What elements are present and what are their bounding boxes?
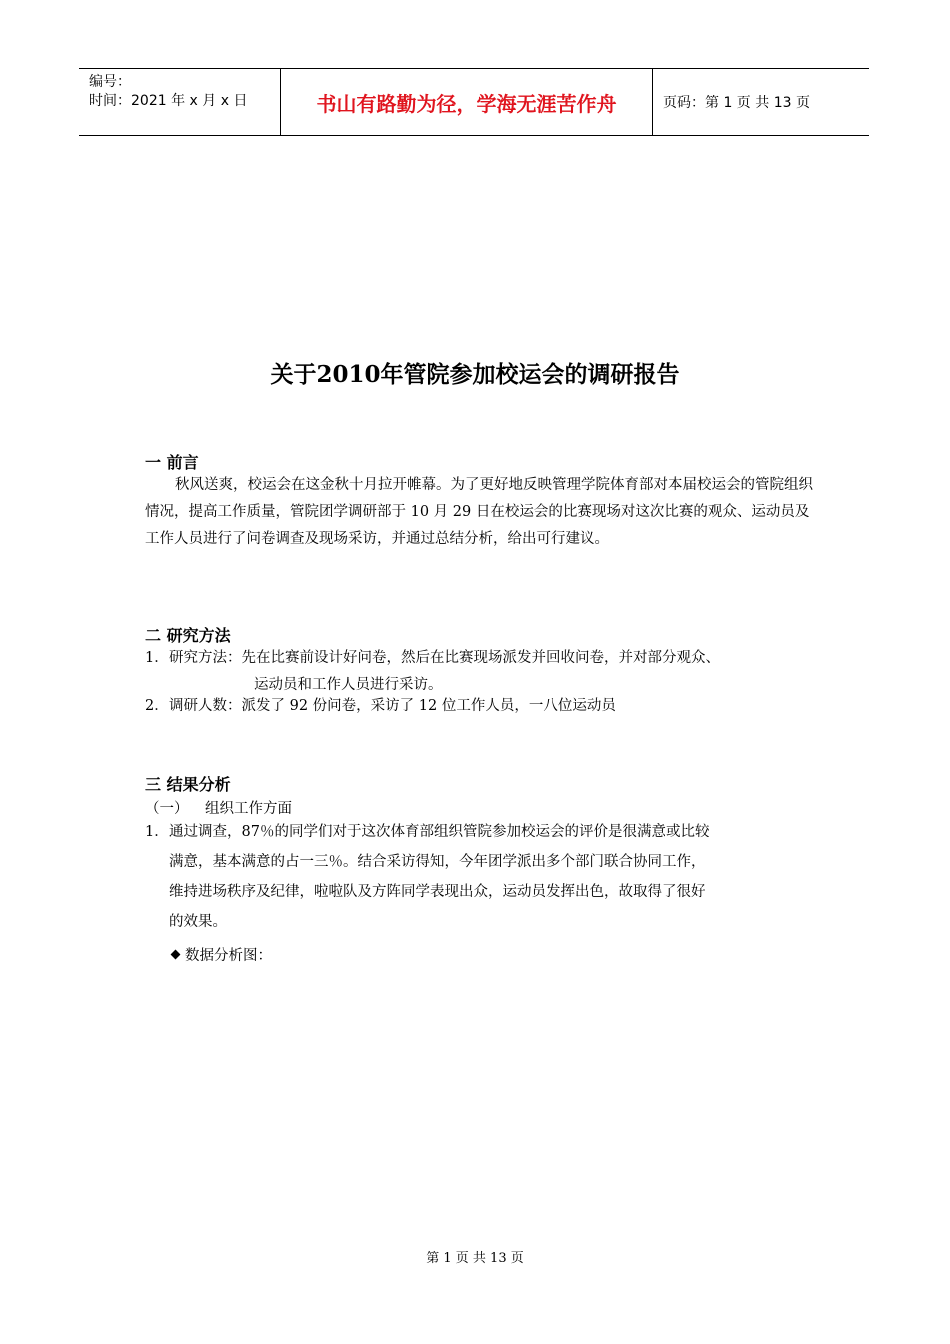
section-1-paragraph: 秋风送爽，校运会在这金秋十月拉开帷幕。为了更好地反映管理学院体育部对本届校运会的管院组织情况，提高工作质量，管院团学调研部于 10 月 29 日在校运会的比赛现场对这次比赛的观众、运动员及工作人员进行了问卷调查及现场采访，并通过总结分析，给出可行建议。	[145, 477, 813, 547]
time-label: 时间：2021 年 x 月 x 日	[89, 93, 248, 109]
section-1-body	[145, 472, 813, 553]
result-line-4: 的效果。	[169, 914, 227, 930]
subsection-label: 组织工作方面	[205, 801, 292, 817]
result-line-2: 满意，基本满意的占一三％。结合采访得知，今年团学派出多个部门联合协同工作，	[169, 854, 706, 870]
header-table	[79, 68, 869, 136]
data-chart-label: 数据分析图：	[185, 948, 272, 964]
header-page-info: 页码：第 1 页 共 13 页	[663, 95, 810, 111]
result-item-1-num: 1．	[145, 824, 169, 840]
subsection-paren: （一）	[145, 801, 189, 817]
header-motto: 书山有路勤为径，学海无涯苦作舟	[281, 69, 653, 135]
section-2-heading: 二 研究方法	[145, 626, 231, 645]
method-item-1-line2: 运动员和工作人员进行采访。	[254, 677, 443, 693]
result-item-1	[145, 817, 815, 937]
method-item-1-num: 1．	[145, 650, 169, 666]
method-item-2	[145, 693, 825, 720]
number-label: 编号：	[89, 74, 131, 90]
result-line-1: 通过调查，87％的同学们对于这次体育部组织管院参加校运会的评价是很满意或比较	[169, 824, 710, 840]
result-line-3: 维持进场秩序及纪律，啦啦队及方阵同学表现出众，运动员发挥出色，故取得了很好	[169, 884, 706, 900]
diamond-bullet-icon	[171, 950, 181, 960]
method-item-1	[145, 645, 825, 699]
method-item-2-line1: 调研人数：派发了 92 份问卷，采访了 12 位工作人员，一八位运动员	[169, 698, 616, 714]
method-item-1-line1: 研究方法：先在比赛前设计好问卷，然后在比赛现场派发并回收问卷，并对部分观众、	[169, 650, 720, 666]
data-chart-bullet	[172, 944, 272, 965]
section-3-heading: 三 结果分析	[145, 775, 231, 794]
header-meta	[79, 69, 281, 135]
page-footer: 第 1 页 共 13 页	[426, 1251, 524, 1266]
document-title: 关于2010年管院参加校运会的调研报告	[270, 361, 680, 388]
method-item-2-num: 2．	[145, 698, 169, 714]
subsection-org	[145, 797, 292, 818]
section-1-heading: 一 前言	[145, 453, 199, 472]
